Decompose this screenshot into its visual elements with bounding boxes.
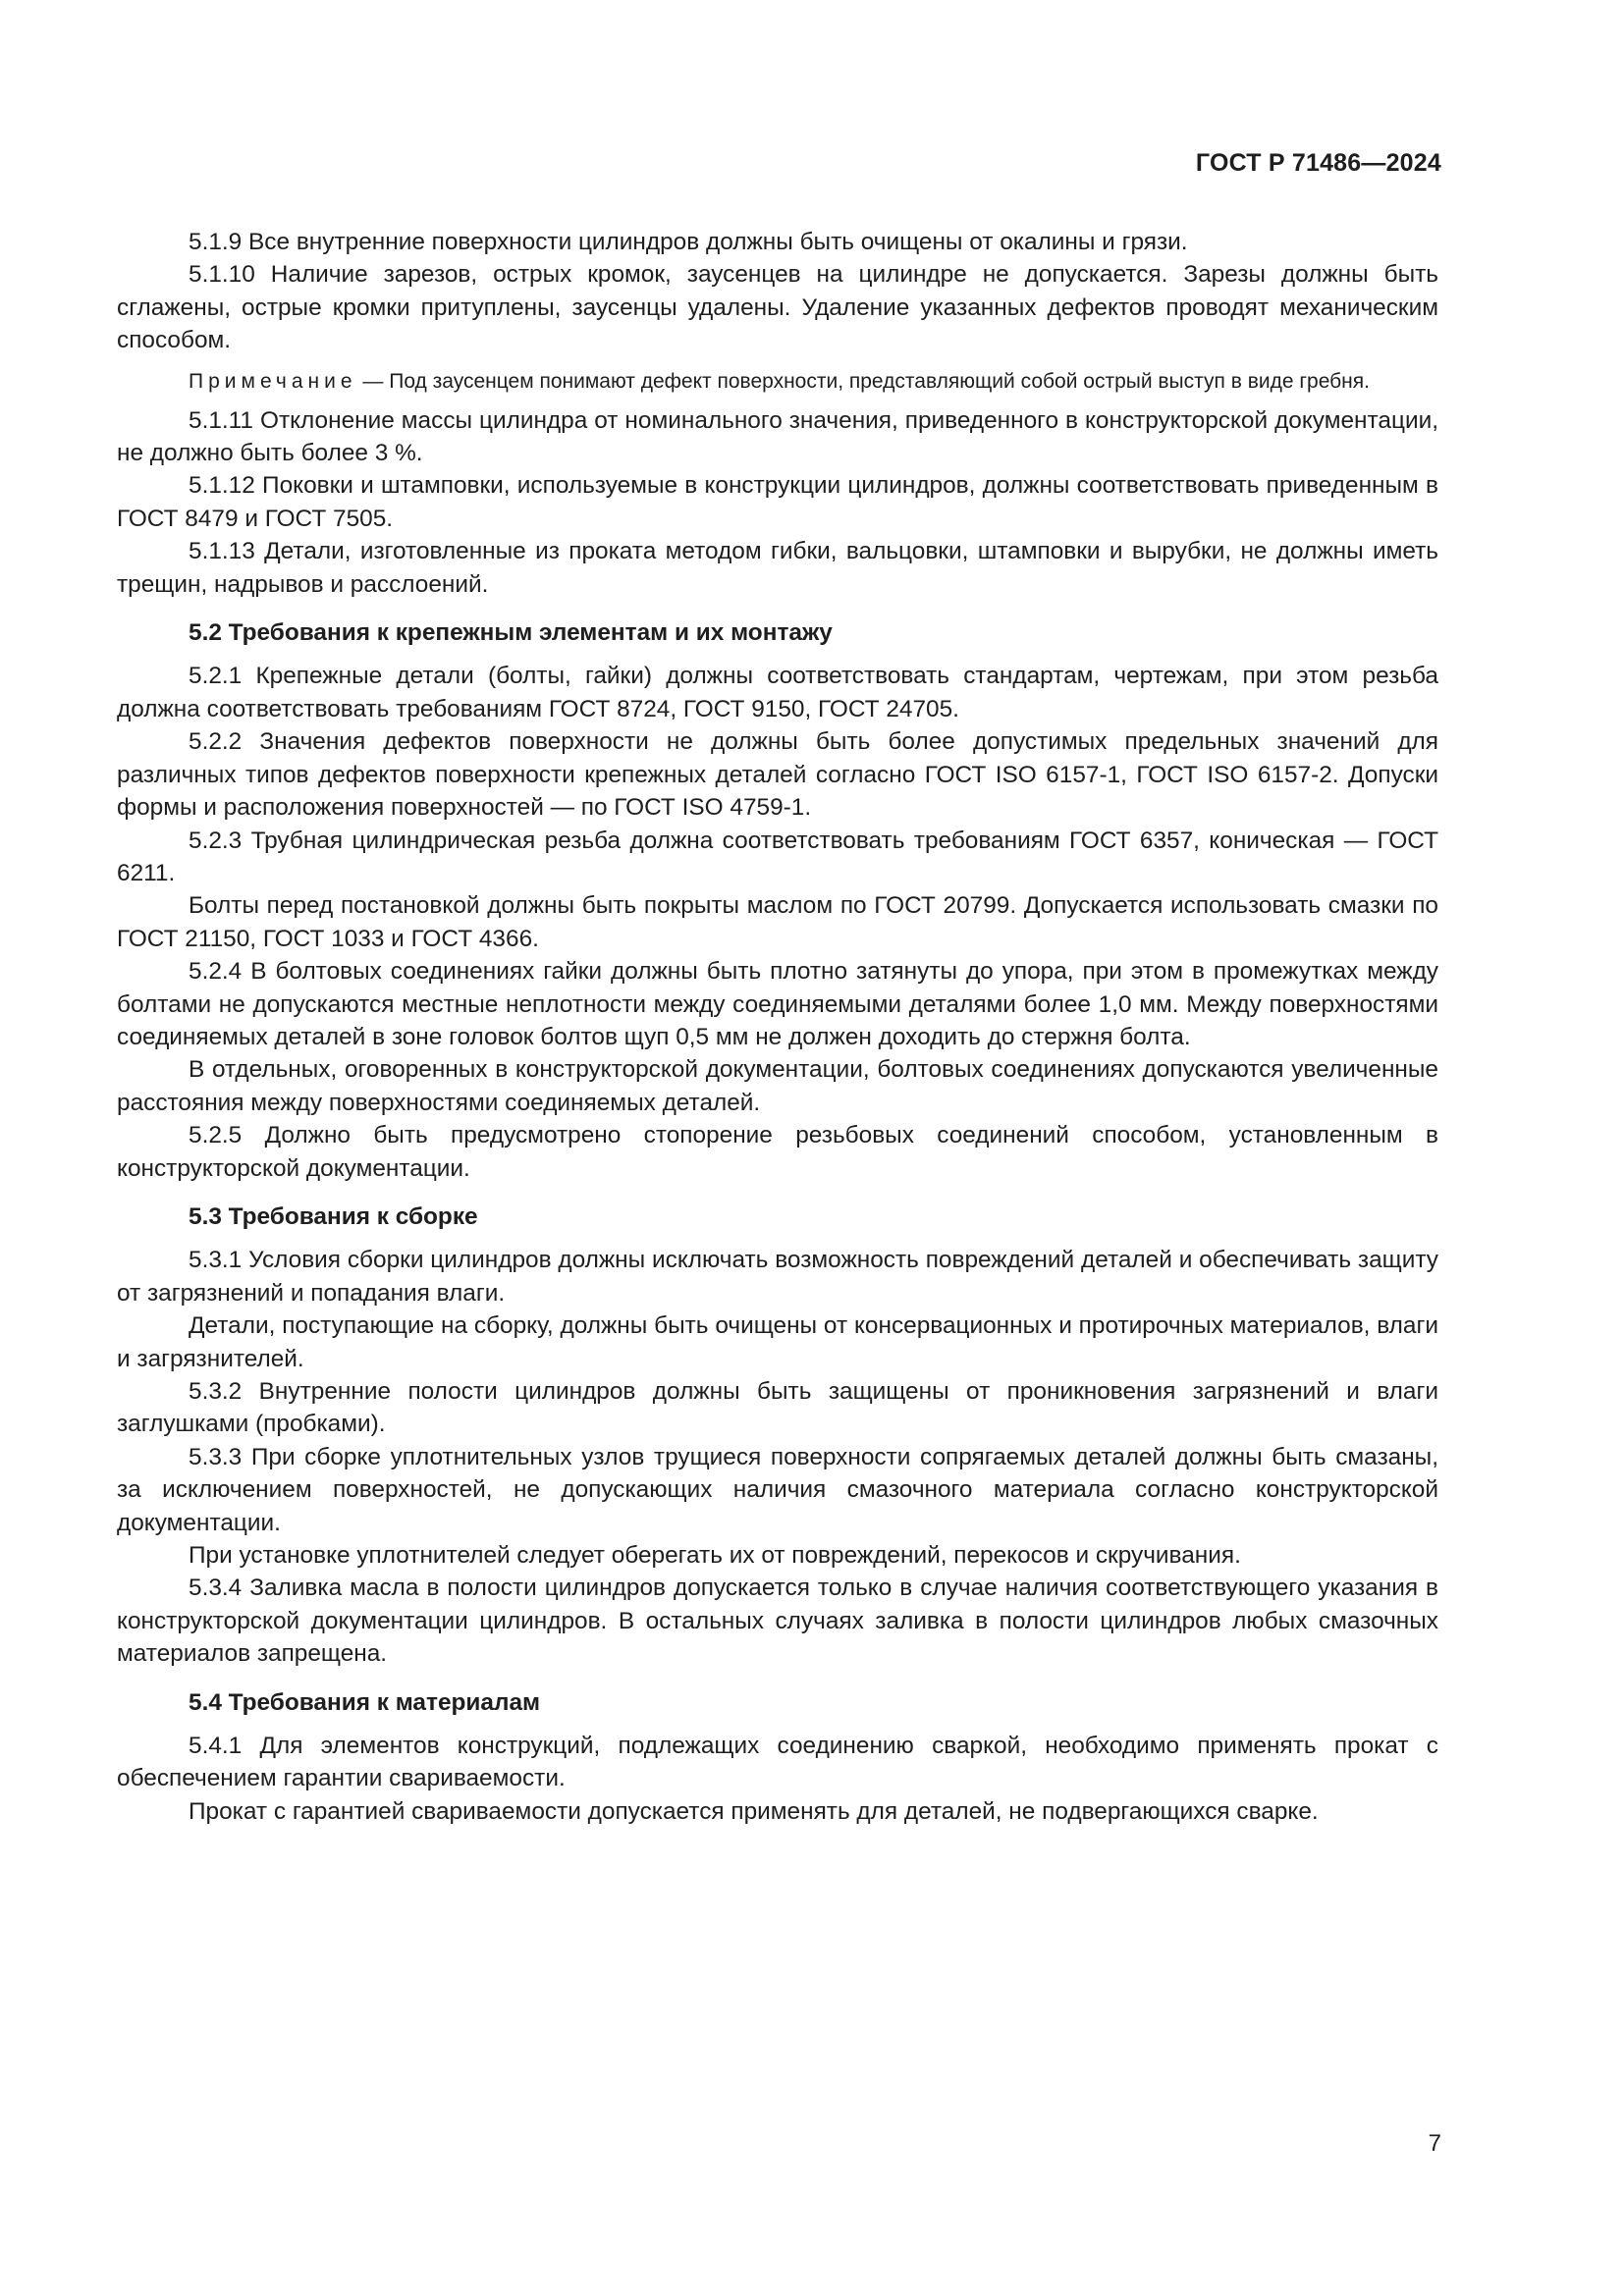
paragraph-5-1-9: 5.1.9 Все внутренние поверхности цилиндров должны быть очищены от окалины и грязи. — [189, 229, 1188, 255]
paragraph-5-2-4: 5.2.4 В болтовых соединениях гайки должны быть плотно затянуты до упора, при этом в промежутках между болтами не допускаются местные неплотности между соединяемыми деталями более 1,0 мм. Между поверхностями соединяемых деталей в зоне головок болтов щуп 0,5 мм не должен доходить до стержня болта. — [117, 958, 1438, 1050]
paragraph-5-2-2: 5.2.2 Значения дефектов поверхности не должны быть более допустимых предельных значений для различных типов дефектов поверхности крепежных деталей согласно ГОСТ ISO 6157-1, ГОСТ ISO 6157-2. Допуски формы и расположения поверхностей — по ГОСТ ISO 4759-1. — [117, 728, 1438, 822]
paragraph-5-3-4: 5.3.4 Заливка масла в полости цилиндров допускается только в случае наличия соответствующего указания в конструкторской документации цилиндров. В остальных случаях заливка в полости цилиндров любых смазочных материалов запрещена. — [117, 1575, 1438, 1668]
paragraph-5-2-3: 5.2.3 Трубная цилиндрическая резьба должна соответствовать требованиям ГОСТ 6357, коническая — ГОСТ 6211. — [117, 827, 1438, 886]
paragraph-5-2-1: 5.2.1 Крепежные детали (болты, гайки) должны соответствовать стандартам, чертежам, при этом резьба должна соответствовать требованиям ГОСТ 8724, ГОСТ 9150, ГОСТ 24705. — [117, 663, 1438, 722]
note-text: — Под заусенцем понимают дефект поверхности, представляющий собой острый выступ в виде гребня. — [356, 369, 1370, 393]
paragraph-5-1-13: 5.1.13 Детали, изготовленные из проката методом гибки, вальцовки, штамповки и вырубки, не должны иметь трещин, надрывов и расслоений. — [117, 538, 1438, 598]
note — [117, 367, 1438, 397]
document-body — [117, 226, 1438, 1828]
paragraph-5-3-1-parts: Детали, поступающие на сборку, должны быть очищены от консервационных и протирочных материалов, влаги и загрязнителей. — [117, 1312, 1438, 1372]
paragraph-5-3-3: 5.3.3 При сборке уплотнительных узлов трущиеся поверхности сопрягаемых деталей должны быть смазаны, за исключением поверхностей, не допускающих наличия смазочного материала согласно конструкторской документации. — [117, 1443, 1438, 1536]
paragraph-5-3-3-seals: При установке уплотнителей следует оберегать их от повреждений, перекосов и скручивания. — [189, 1542, 1241, 1570]
paragraph-5-2-3-bolts: Болты перед постановкой должны быть покрыты маслом по ГОСТ 20799. Допускается использовать смазки по ГОСТ 21150, ГОСТ 1033 и ГОСТ 4366. — [117, 892, 1438, 952]
section-heading-5-3: 5.3 Требования к сборке — [189, 1202, 478, 1230]
paragraph-5-1-11: 5.1.11 Отклонение массы цилиндра от номинального значения, приведенного в конструкторской документации, не должно быть более 3 %. — [117, 406, 1438, 467]
paragraph-5-1-12: 5.1.12 Поковки и штамповки, используемые в конструкции цилиндров, должны соответствовать приведенным в ГОСТ 8479 и ГОСТ 7505. — [117, 472, 1438, 532]
section-heading-5-4: 5.4 Требования к материалам — [189, 1688, 541, 1716]
paragraph-5-1-10: 5.1.10 Наличие зарезов, острых кромок, заусенцев на цилиндре не допускается. Зарезы должны быть сглажены, острые кромки притуплены, заусенцы удалены. Удаление указанных дефектов проводят механическим способом. — [117, 261, 1438, 354]
paragraph-5-3-2: 5.3.2 Внутренние полости цилиндров должны быть защищены от проникновения загрязнений и влаги заглушками (пробками). — [117, 1378, 1438, 1438]
section-heading-5-2: 5.2 Требования к крепежным элементам и их монтажу — [189, 619, 833, 647]
paragraph-5-2-5: 5.2.5 Должно быть предусмотрено стопорение резьбовых соединений способом, установленным в конструкторской документации. — [117, 1122, 1438, 1182]
paragraph-5-4-1-weldability: Прокат с гарантией свариваемости допускается применять для деталей, не подвергающихся сварке. — [189, 1797, 1319, 1825]
paragraph-5-2-4-exceptions: В отдельных, оговоренных в конструкторской документации, болтовых соединениях допускаются увеличенные расстояния между поверхностями соединяемых деталей. — [117, 1056, 1438, 1116]
note-label: Примечание — [189, 369, 357, 393]
paragraph-5-3-1: 5.3.1 Условия сборки цилиндров должны исключать возможность повреждений деталей и обеспечивать защиту от загрязнений и попадания влаги. — [117, 1247, 1438, 1307]
paragraph-5-4-1: 5.4.1 Для элементов конструкций, подлежащих соединению сваркой, необходимо применять прокат с обеспечением гарантии свариваемости. — [117, 1733, 1438, 1792]
page-number: 7 — [1428, 2130, 1441, 2157]
document-header: ГОСТ Р 71486—2024 — [1195, 149, 1441, 177]
